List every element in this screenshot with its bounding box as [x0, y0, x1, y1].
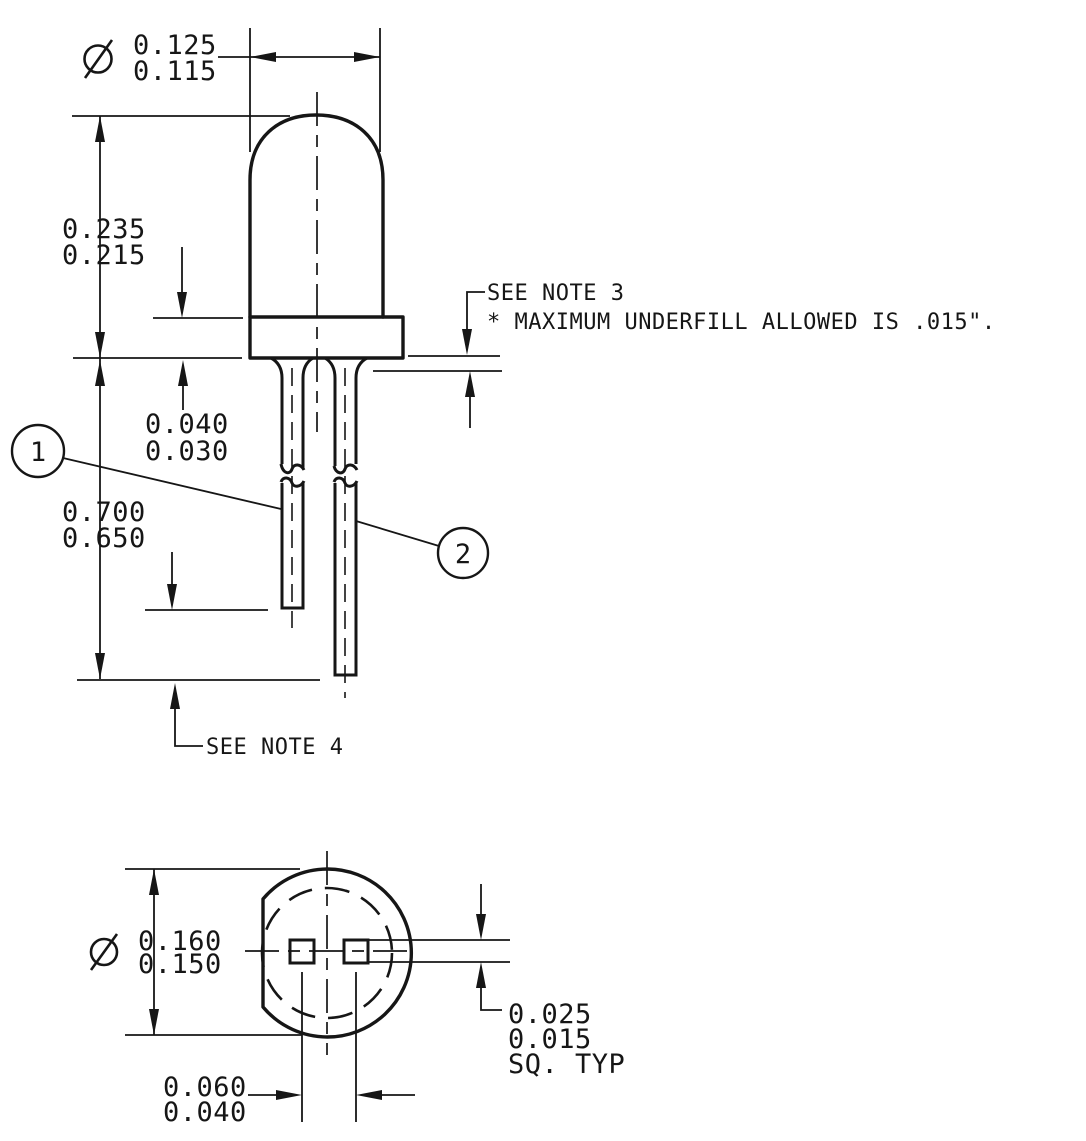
body-height-min: 0.215: [62, 240, 146, 271]
arrowhead: [465, 371, 475, 397]
flange-thickness-max: 0.040: [145, 409, 229, 440]
body-height-max: 0.235: [62, 214, 146, 245]
right-lead: [325, 358, 367, 698]
arrowhead: [95, 360, 105, 386]
balloon-2: [356, 521, 488, 578]
balloon-2-number: 2: [454, 539, 472, 570]
arrowhead: [167, 584, 177, 610]
flange-thickness-min: 0.030: [145, 436, 229, 467]
arrowhead: [149, 869, 159, 895]
arrowhead: [178, 360, 188, 386]
led-flange-outline: [250, 317, 403, 358]
flange-circle-outline: [263, 869, 411, 1037]
bottom-view: [91, 851, 625, 1128]
dome-diameter-max: 0.125: [133, 30, 217, 61]
lead-length-min: 0.650: [62, 523, 146, 554]
flange-diameter-dimension: [91, 869, 302, 1035]
flange-diameter-min: 0.150: [138, 949, 222, 980]
left-lead: [271, 358, 313, 628]
arrowhead: [170, 683, 180, 709]
lead-square-min: 0.015: [508, 1024, 592, 1055]
lead-spacing-min: 0.040: [163, 1097, 247, 1128]
dome-diameter-min: 0.115: [133, 56, 217, 87]
lead-square-qualifier: SQ. TYP: [508, 1049, 626, 1080]
arrowhead: [149, 1009, 159, 1035]
arrowhead: [250, 52, 276, 62]
note3-label: SEE NOTE 3: [487, 281, 625, 306]
arrowhead: [95, 116, 105, 142]
arrowhead: [462, 329, 472, 355]
lead-spacing-dimension: [163, 1072, 415, 1128]
note3-callout: [373, 281, 996, 428]
arrowhead: [356, 1090, 382, 1100]
lead-spacing-max: 0.060: [163, 1072, 247, 1103]
diameter-symbol-icon: [85, 40, 113, 78]
dome-diameter-dimension: [85, 28, 381, 152]
arrowhead: [95, 653, 105, 679]
arrowhead: [354, 52, 380, 62]
diameter-symbol-icon: [91, 934, 117, 970]
arrowhead: [95, 332, 105, 358]
balloon-1-number: 1: [29, 437, 47, 468]
note4-callout: [170, 683, 343, 760]
lead-square-max: 0.025: [508, 999, 592, 1030]
flange-thickness-dimension: [145, 247, 243, 467]
arrowhead: [276, 1090, 302, 1100]
note3-detail: * MAXIMUM UNDERFILL ALLOWED IS .015".: [487, 310, 996, 335]
lead-length-max: 0.700: [62, 497, 146, 528]
flange-diameter-max: 0.160: [138, 926, 222, 957]
note4-label: SEE NOTE 4: [206, 735, 344, 760]
arrowhead: [177, 292, 187, 318]
arrowhead: [476, 962, 486, 988]
arrowhead: [476, 914, 486, 940]
side-view: [12, 28, 996, 760]
